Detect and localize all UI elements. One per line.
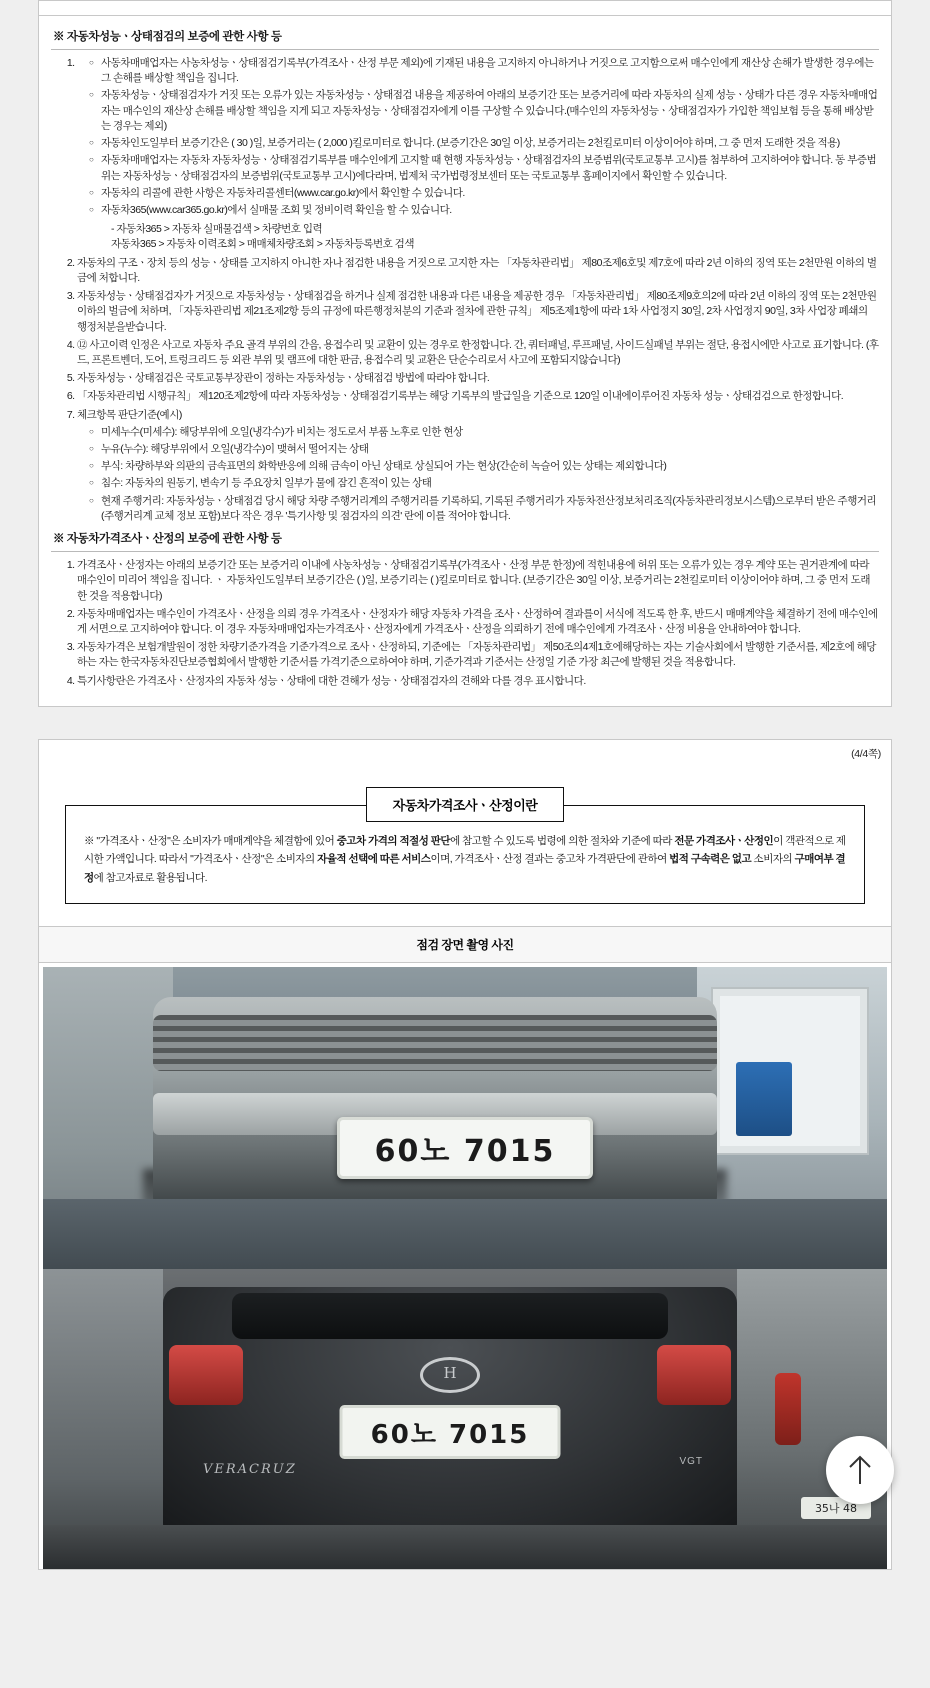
garage-bay-left bbox=[43, 1269, 163, 1569]
background-license-plate: 35나 48 bbox=[801, 1497, 871, 1519]
rear-window bbox=[232, 1293, 668, 1339]
list-item: 5. 자동차성능ㆍ상태점검은 국토교통부장관이 정하는 자동차성능ㆍ상태점검 방법에 따라야 합니다. bbox=[77, 371, 879, 386]
rear-view-photo bbox=[43, 1269, 887, 1569]
tail-lamp-right bbox=[657, 1345, 731, 1405]
arrow-up-icon bbox=[845, 1453, 875, 1487]
list-item: 2. 자동차매매업자는 매수인이 가격조사ㆍ산정을 의뢰 경우 가격조사ㆍ산정자가 해당 자동차 가격을 조사ㆍ산정하여 결과를이 서식에 적도록 한 후, 반드시 매매계약을 체결하기 전에 매수인에게 서면으로 고지하여야 합니다. 이 경우 자동차매매업자는가격조사ㆍ산정자에게 가격조사ㆍ산정을 의뢰하기 전에 매수인에게 가격조사ㆍ산정 비용을 안내하여야 합니다. bbox=[77, 607, 879, 637]
divider bbox=[51, 49, 879, 50]
list-item: 1. 가격조사ㆍ산정자는 아래의 보증기간 또는 보증거리 이내에 사농차성능ㆍ상태점검기록부(가격조사ㆍ산정 부문 한정)에 적힌내용에 허위 또는 오류가 있는 경우 계약 또는 권거관계에 따라 매수인이 미리어 책임을 집니다. ㆍ 자동차인도일부터 보증기간은 ( )일, 보증기리는 ( )킬로미터로 합니다. (보증기간은 30일 이상, 보증거리는 2천킬로미터 이상이어야 하며, 그 중 먼저 도래한 것을 적용합니다) bbox=[77, 558, 879, 604]
front-underbody-photo bbox=[43, 967, 887, 1269]
warranty-notice-card bbox=[38, 15, 892, 707]
page-number: (4/4쪽) bbox=[851, 747, 881, 760]
notice-text-1: ※ "가격조사ㆍ산정"은 소비자가 매매계약을 체결함에 있어 bbox=[84, 834, 337, 847]
list-item: ○ 자동차의 리콜에 관한 사항은 자동차리콜센터(www.car.go.kr)에서 확인할 수 있습니다. bbox=[89, 186, 879, 201]
list-item: 6. 「자동차관리법 시행규칙」 제120조제2항에 따라 자동차성능ㆍ상태점검기록부는 해당 기록부의 발급일을 기준으로 120일 이내에이루어진 자동차 성능ㆍ상태검검으로 한정합니다. bbox=[77, 389, 879, 404]
list-item: ○ 자동차매매업자는 자동차 자동차성능ㆍ상태점검기록부를 매수인에게 고지할 때 현행 자동차성능ㆍ상태점검자의 보증범위(국토교통부 고시)를 첨부하여 고지하여야 합니다. 동 부증범위는 자동차성능ㆍ상태점검자의 보증범위(국토교통부 고시)에다라며, 법제처 국가법령정보센터 또는 국토교통부 홈페이지에서 확인할 수 있습니다. bbox=[89, 153, 879, 183]
section1-list bbox=[51, 56, 879, 524]
brand-logo-icon: H bbox=[420, 1357, 480, 1393]
page4-card bbox=[38, 739, 892, 1570]
tail-lamp-left bbox=[169, 1345, 243, 1405]
page-top-strip bbox=[38, 0, 892, 15]
check-criteria-sublist bbox=[77, 425, 879, 524]
section1-sublist bbox=[77, 56, 879, 218]
notice-text-6: 에 참고자료로 활용됩니다. bbox=[93, 871, 207, 884]
list-item: ○ 1. 사동차매매업자는 사농차성능ㆍ상태점검기록부(가격조사ㆍ산정 부문 제외)에 기재된 내용을 고지하지 아니하거나 거짓으로 고지함으로써 매수인에게 재산상 손해가 발생한 경우에는 그 손해를 배상할 책임을 집니다. bbox=[89, 56, 879, 86]
list-item: ○ 침수: 자동차의 원동기, 변속기 등 주요장치 일부가 물에 잠긴 흔적이 있는 상태 bbox=[89, 476, 879, 491]
list-item bbox=[77, 408, 879, 525]
notice-strong-2: 전문 가격조사ㆍ산정인 bbox=[674, 834, 774, 847]
section2-list bbox=[51, 558, 879, 689]
front-grille bbox=[153, 1015, 717, 1071]
list-item: ○ 자동차성능ㆍ상태점검자가 거짓 또는 오류가 있는 자동차성능ㆍ상태점검 내용을 제공하여 아래의 보증기간 또는 보증거리에 따라 자동차의 실제 성능ㆍ상태가 다른 경우 자동차매매업자는 매수인의 재산상 손해를 배상할 책임을 지게 되고 자동차성능ㆍ상태점검자에게 이를 구상할 수 있습니다.(매수인의 자동차성능ㆍ상태점검자가 가입한 책임보험 등을 통해 배상받는 경우는 제외) bbox=[89, 88, 879, 134]
garage-floor bbox=[43, 1525, 887, 1569]
notice-title: 자동차가격조사ㆍ산정이란 bbox=[366, 787, 565, 822]
page-gap bbox=[0, 707, 930, 739]
trim-badge: VGT bbox=[679, 1456, 703, 1467]
scroll-to-top-button[interactable] bbox=[826, 1436, 894, 1504]
photo-gallery bbox=[39, 963, 891, 1569]
car365-path-1: - 자동차365 > 자동차 실매물검색 > 차량번호 입력 bbox=[111, 223, 323, 236]
list-item: 3. 자동차가격은 보험개발원이 정한 차량기준가격을 기준가격으로 조사ㆍ산정하되, 기준에는 「자동차관리법」 제50조의4제1호에해당하는 자는 기술사회에서 발행한 기준서를, 제2호에 해당하는 자는 한국자동차진단보증협회에서 발행한 기준서를 가격기준으로하여야 하며, 기준가격과 기준서는 산정일 기준 가장 최근에 발행된 것을 적용합니다. bbox=[77, 640, 879, 670]
section2-title: ※ 자동차가격조사ㆍ산정의 보증에 관한 사항 등 bbox=[53, 533, 282, 546]
model-badge: VERACRUZ bbox=[203, 1462, 297, 1477]
list-item: 4. 특기사항란은 가격조사ㆍ산정자의 자동차 성능ㆍ상태에 대한 견해가 성능ㆍ상태점검자의 견해와 다를 경우 표시합니다. bbox=[77, 674, 879, 689]
notice-strong-4: 법적 구속력은 없고 bbox=[669, 853, 752, 866]
list-item: ○ 미세누수(미세수): 해당부위에 오일(냉각수)가 비치는 정도로서 부품 노후로 인한 현상 bbox=[89, 425, 879, 440]
notice-text-5: 소비자의 bbox=[751, 853, 795, 866]
check-criteria-label: 체크항목 판단기준(예시) bbox=[77, 408, 182, 421]
vehicle-rear-body bbox=[163, 1287, 737, 1531]
fire-extinguisher bbox=[775, 1373, 801, 1445]
price-definition-notice bbox=[39, 769, 891, 926]
price-survey-section bbox=[51, 530, 879, 689]
notice-strong-5: 구매여부 결정 bbox=[84, 853, 846, 884]
license-plate: 60노 7015 bbox=[340, 1405, 561, 1459]
license-plate: 60노 7015 bbox=[337, 1117, 593, 1179]
car365-path-2: 자동차365 > 자동차 이력조회 > 매매체차량조회 > 자동차등록번호 검색 bbox=[111, 238, 414, 251]
notice-strong-1: 중고차 가격의 적절성 판단 bbox=[336, 834, 451, 847]
list-item: 3. 자동차성능ㆍ상태점검자가 거짓으로 자동차성능ㆍ상태점검을 하거나 실제 점검한 내용과 다른 내용을 제공한 경우 「자동차관리법」 제80조제9호의2에 따라 2년 이하의 징역 또는 2천만원 이하의 벌금에 처하며, 「자동차관리법 제21조제2항 등의 규정에 따른행정처분의 기준과 절차에 관한 규칙」 제5조제1항에 따라 1차 사업정지 30일, 2차 사업정지 90일, 3차 사업장 폐쇄의 행정처분을받습니다. bbox=[77, 289, 879, 335]
list-item bbox=[77, 56, 879, 253]
garage-bay-right bbox=[737, 1269, 887, 1569]
notice-text-2: 에 참고할 수 있도록 법령에 의한 절차와 기준에 따라 bbox=[450, 834, 675, 847]
notice-text-3: 이 객관적으로 제시한 가액입니다. 따라서 "가격조사ㆍ산정"은 소비자의 bbox=[84, 834, 846, 866]
notice-strong-3: 자율적 선택에 따른 서비스 bbox=[317, 853, 431, 866]
list-item: ○ 자동차365(www.car365.go.kr)에서 실매물 조회 및 정비이력 확인을 할 수 있습니다. bbox=[89, 203, 879, 218]
section1-title: ※ 자동차성능ㆍ상태점검의 보증에 관한 사항 등 bbox=[53, 31, 282, 43]
list-item: ○ 누유(누수): 해당부위에서 오일(냉각수)이 맺혀서 떨어지는 상태 bbox=[89, 442, 879, 457]
list-item: 4. ⑫ 사고이력 인정은 사고로 자동차 주요 골격 부위의 간음, 용접수리 및 교환이 있는 경우로 한정합니다. 간, 쿼터패널, 루프패널, 사이드실패널 부위는 절단, 용접시에만 사고로 표기합니다. (후드, 프론트벤더, 도어, 트렁크리드 등 외관 부위 및 램프에 대한 판금, 용접수리 및 교환은 단순수리로서 사고에 포함되지않습니다) bbox=[77, 338, 879, 368]
list-item: 2. 자동차의 구조ㆍ장치 등의 성능ㆍ상태를 고지하지 아니한 자나 점검한 내용을 거짓으로 고지한 자는 「자동차관리법」 제80조제6호및 제7호에 따라 2년 이하의 징역 또는 2천만원 이하의 벌금에 처합니다. bbox=[77, 256, 879, 286]
divider bbox=[51, 551, 879, 552]
notice-text-4: 이며, 가격조사ㆍ산정 결과는 중고차 가격판단에 관하여 bbox=[430, 853, 670, 866]
list-item: ○ 현재 주행거리: 자동차성능ㆍ상태점검 당시 해당 차량 주행거리계의 주행거리를 기록하되, 기록된 주행거리가 자동차전산정보처리조직(자동차관리정보시스템)으로부터 받은 주행거리(주행거리계 교체 정보 포함)보다 작은 경우 '특기사항 및 점검자의 의견' 란에 이를 적어야 합니다. bbox=[89, 494, 879, 524]
wall-equipment-box bbox=[736, 1062, 792, 1136]
list-item: ○ 자동차인도일부터 보증기간은 ( 30 )일, 보증거리는 ( 2,000 )킬로미터로 합니다. (보증기간은 30일 이상, 보증거리는 2천킬로미터 이상이어야 하며, 그 중 먼저 도래한 것을 적용) bbox=[89, 136, 879, 151]
list-item: ○ 부식: 차량하부와 의판의 금속표면의 화학반응에 의해 금속이 아닌 상태로 상실되어 가는 현상(간순히 녹슬어 있는 상태는 제외합니다) bbox=[89, 459, 879, 474]
garage-floor bbox=[43, 1199, 887, 1269]
photo-section-title: 점검 장면 촬영 사진 bbox=[39, 926, 891, 963]
